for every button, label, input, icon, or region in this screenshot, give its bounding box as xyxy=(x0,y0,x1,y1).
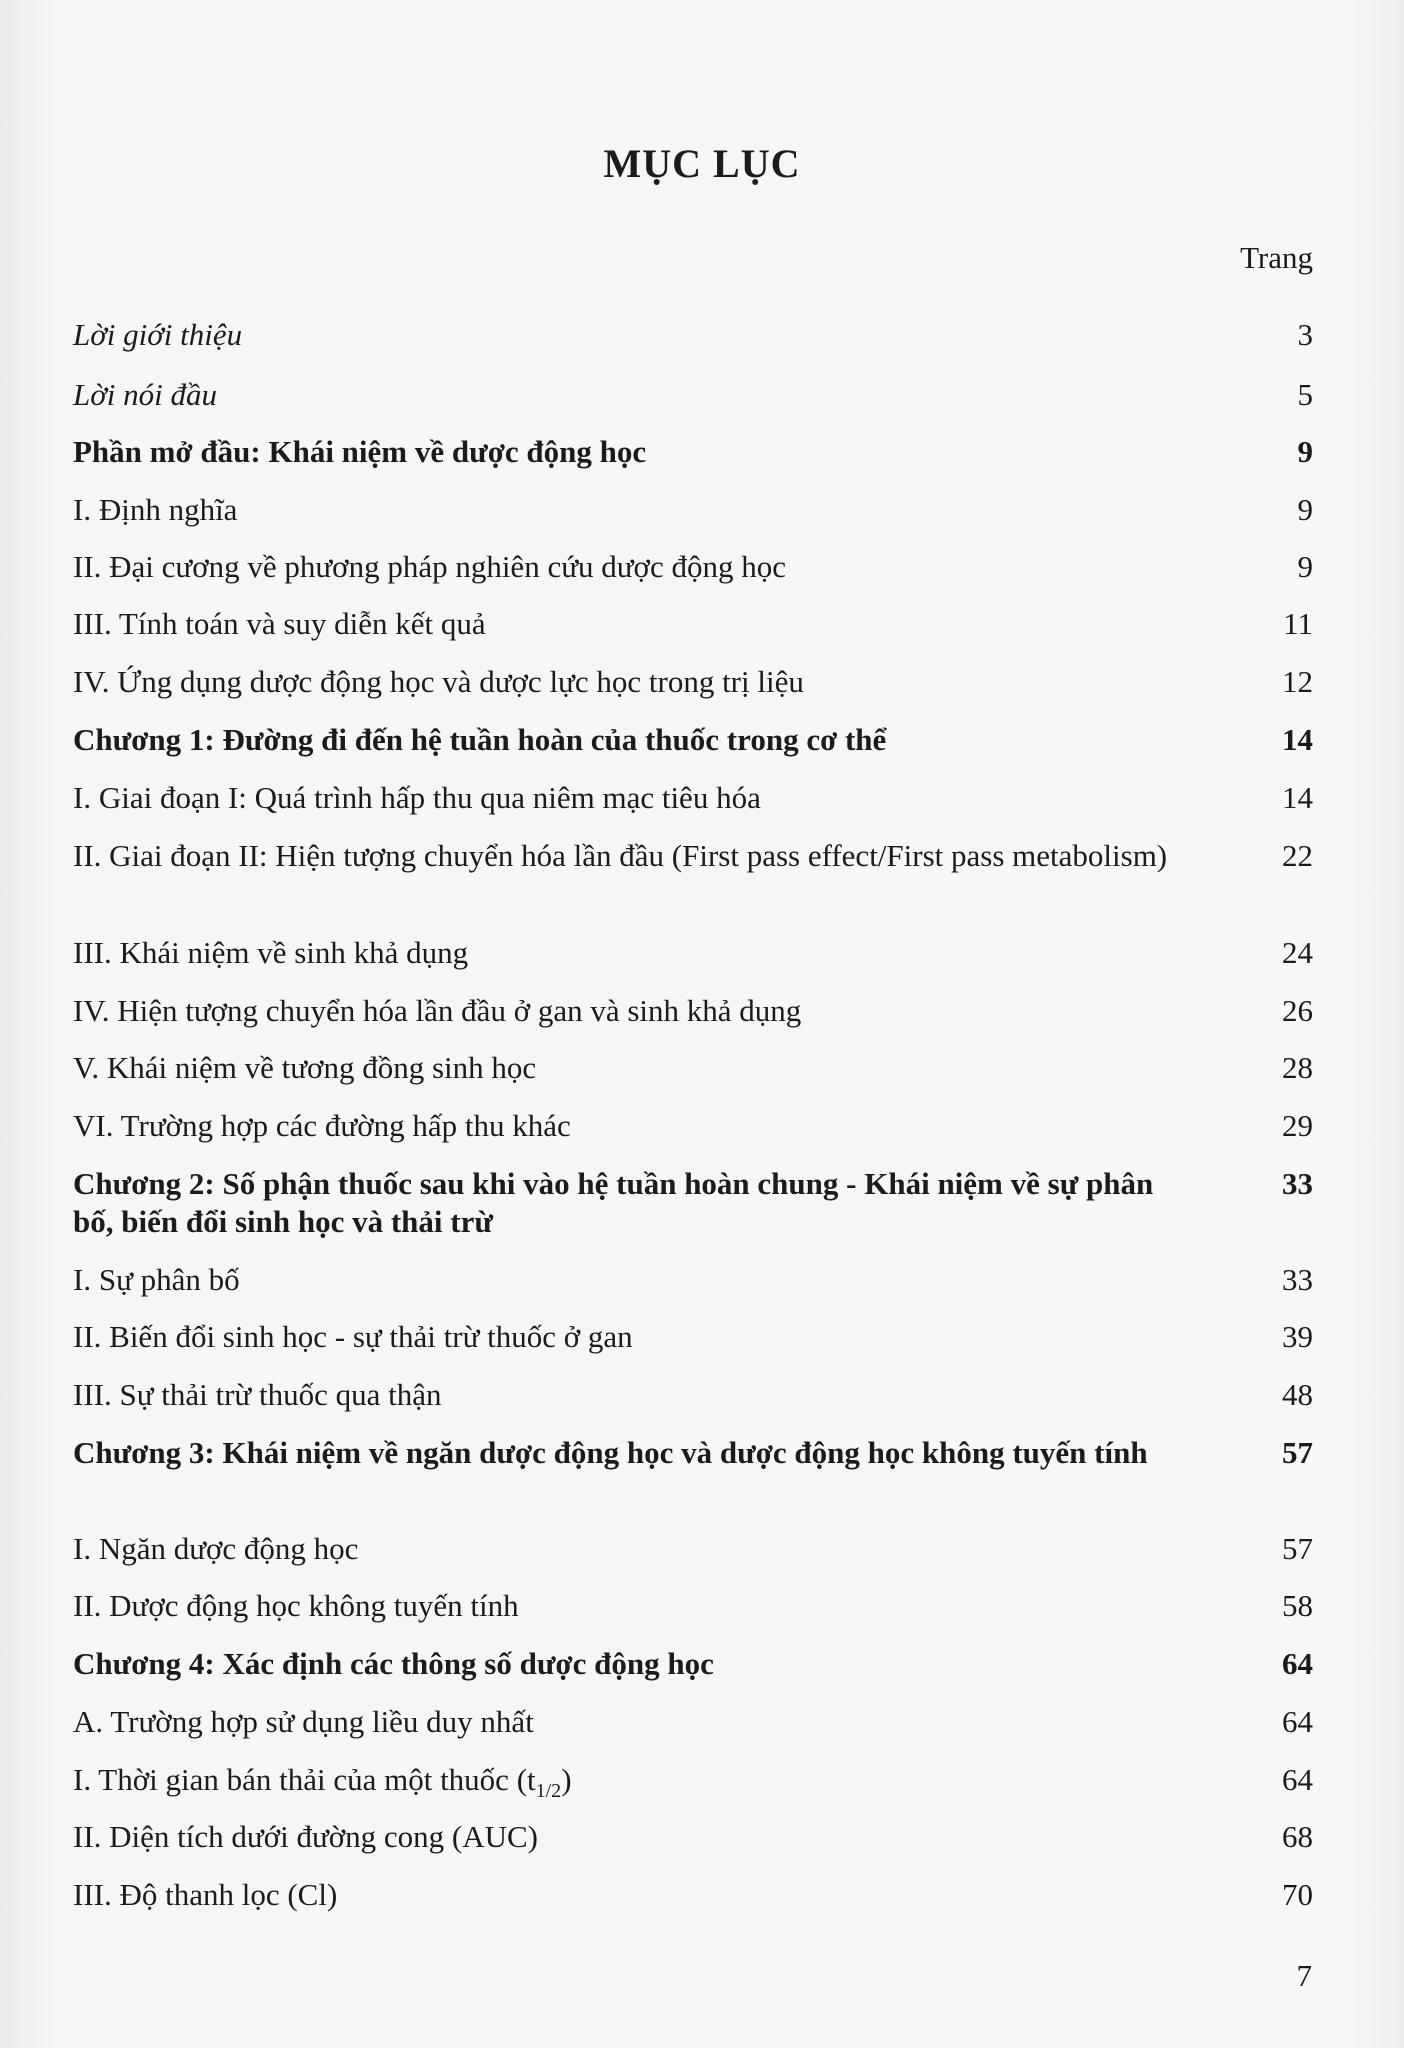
toc-entry-page: 9 xyxy=(1297,434,1313,469)
toc-entry-page: 29 xyxy=(1282,1108,1313,1143)
toc-entry-page: 3 xyxy=(1297,317,1313,352)
toc-entry xyxy=(73,605,1313,643)
toc-entry-title: IV. Ứng dụng dược động học và dược lực học trong trị liệu xyxy=(73,664,804,699)
toc-entry-title: Lời giới thiệu xyxy=(73,317,243,352)
toc-entry-page: 64 xyxy=(1282,1762,1313,1797)
toc-entry-page: 28 xyxy=(1282,1050,1313,1085)
toc-entry-title: II. Đại cương về phương pháp nghiên cứu dược động học xyxy=(73,549,786,584)
toc-entry xyxy=(73,1876,1313,1914)
toc-entry-page: 9 xyxy=(1297,549,1313,584)
toc-entry xyxy=(73,1818,1313,1856)
toc-entry-title: I. Giai đoạn I: Quá trình hấp thu qua niêm mạc tiêu hóa xyxy=(73,780,761,815)
toc-chapter-entry xyxy=(73,433,1313,471)
toc-chapter-entry xyxy=(73,1645,1313,1683)
toc-entry xyxy=(73,992,1313,1030)
toc-entry-page: 48 xyxy=(1282,1377,1313,1412)
toc-entry-title: A. Trường hợp sử dụng liều duy nhất xyxy=(73,1704,534,1739)
toc-entry-page: 39 xyxy=(1282,1319,1313,1354)
toc-entry-title: VI. Trường hợp các đường hấp thu khác xyxy=(73,1108,571,1143)
toc-entry-title: Chương 2: Số phận thuốc sau khi vào hệ tuần hoàn chung - Khái niệm về sự phân bố, biến đổi sinh học và thải trừ xyxy=(73,1166,1154,1239)
toc-entry-page: 22 xyxy=(1282,838,1313,873)
toc-chapter-entry xyxy=(73,1165,1313,1241)
toc-entry-title: III. Khái niệm về sinh khả dụng xyxy=(73,935,469,970)
toc-entry xyxy=(73,1261,1313,1299)
toc-entry-page: 57 xyxy=(1282,1531,1313,1566)
toc-entry-page: 68 xyxy=(1282,1819,1313,1854)
toc-entry-page: 5 xyxy=(1297,377,1313,412)
toc-entry-title: I. Định nghĩa xyxy=(73,492,238,527)
toc-entry xyxy=(73,837,1313,875)
toc-entry-page: 64 xyxy=(1282,1704,1313,1739)
toc-entry-title: II. Diện tích dưới đường cong (AUC) xyxy=(73,1819,538,1854)
toc-entry xyxy=(73,663,1313,701)
toc-entry-page: 9 xyxy=(1297,492,1313,527)
toc-entry xyxy=(73,376,1313,414)
toc-entry-title: II. Biến đổi sinh học - sự thải trừ thuốc ở gan xyxy=(73,1319,633,1354)
page-column-label: Trang xyxy=(1240,240,1313,275)
toc-entry-title: Chương 1: Đường đi đến hệ tuần hoàn của thuốc trong cơ thể xyxy=(73,722,887,757)
toc-entry xyxy=(73,1530,1313,1568)
toc-entry xyxy=(73,1049,1313,1087)
toc-entry-title: II. Dược động học không tuyến tính xyxy=(73,1588,519,1623)
toc-entry-page: 70 xyxy=(1282,1877,1313,1912)
toc-chapter-entry xyxy=(73,721,1313,759)
toc-entry-page: 33 xyxy=(1282,1262,1313,1297)
toc-entry-title: IV. Hiện tượng chuyển hóa lần đầu ở gan và sinh khả dụng xyxy=(73,993,802,1028)
toc-entry xyxy=(73,1587,1313,1625)
toc-entry xyxy=(73,548,1313,586)
toc-entry-title: III. Độ thanh lọc (Cl) xyxy=(73,1877,338,1912)
toc-entry xyxy=(73,934,1313,972)
toc-entry-title: I. Sự phân bố xyxy=(73,1262,240,1297)
toc-entry-page: 14 xyxy=(1282,780,1313,815)
toc-entry-page: 57 xyxy=(1282,1435,1313,1470)
toc-entry-title: I. Ngăn dược động học xyxy=(73,1531,359,1566)
toc-chapter-entry xyxy=(73,1434,1313,1472)
toc-entry xyxy=(73,1703,1313,1741)
toc-entry-page: 24 xyxy=(1282,935,1313,970)
toc-entry-page: 14 xyxy=(1282,722,1313,757)
toc-entry xyxy=(73,1318,1313,1356)
toc-entry xyxy=(73,491,1313,529)
toc-entry-page: 26 xyxy=(1282,993,1313,1028)
toc-entry-page: 58 xyxy=(1282,1588,1313,1623)
toc-entry-title: I. Thời gian bán thải của một thuốc $(t_{1/2})$ xyxy=(73,1762,572,1803)
toc-entry-title: II. Giai đoạn II: Hiện tượng chuyển hóa lần đầu (First pass effect/First pass metabolism) xyxy=(73,838,1168,873)
toc-entry-title: III. Sự thải trừ thuốc qua thận xyxy=(73,1377,442,1412)
toc-entry-page: 33 xyxy=(1282,1166,1313,1201)
toc-entry-title: III. Tính toán và suy diễn kết quả xyxy=(73,606,486,641)
toc-entry xyxy=(73,1107,1313,1145)
page-title: MỤC LỤC xyxy=(603,141,801,186)
toc-entry-title: V. Khái niệm về tương đồng sinh học xyxy=(73,1050,537,1085)
toc-entry xyxy=(73,1376,1313,1414)
toc-entry xyxy=(73,1761,1313,1810)
page-number: 7 xyxy=(1296,1958,1312,1993)
toc-entry-title: Lời nói đầu xyxy=(73,377,218,412)
toc-entry-page: 64 xyxy=(1282,1646,1313,1681)
toc-entry-title: Chương 4: Xác định các thông số dược động học xyxy=(73,1646,714,1681)
toc-entry xyxy=(73,779,1313,817)
toc-entry xyxy=(73,316,1313,354)
toc-entry-title: Chương 3: Khái niệm về ngăn dược động học và dược động học không tuyến tính xyxy=(73,1435,1148,1470)
toc-entry-page: 12 xyxy=(1282,664,1313,699)
toc-entry-title: Phần mở đầu: Khái niệm về dược động học xyxy=(73,434,647,469)
toc-entry-page: 11 xyxy=(1283,606,1313,641)
